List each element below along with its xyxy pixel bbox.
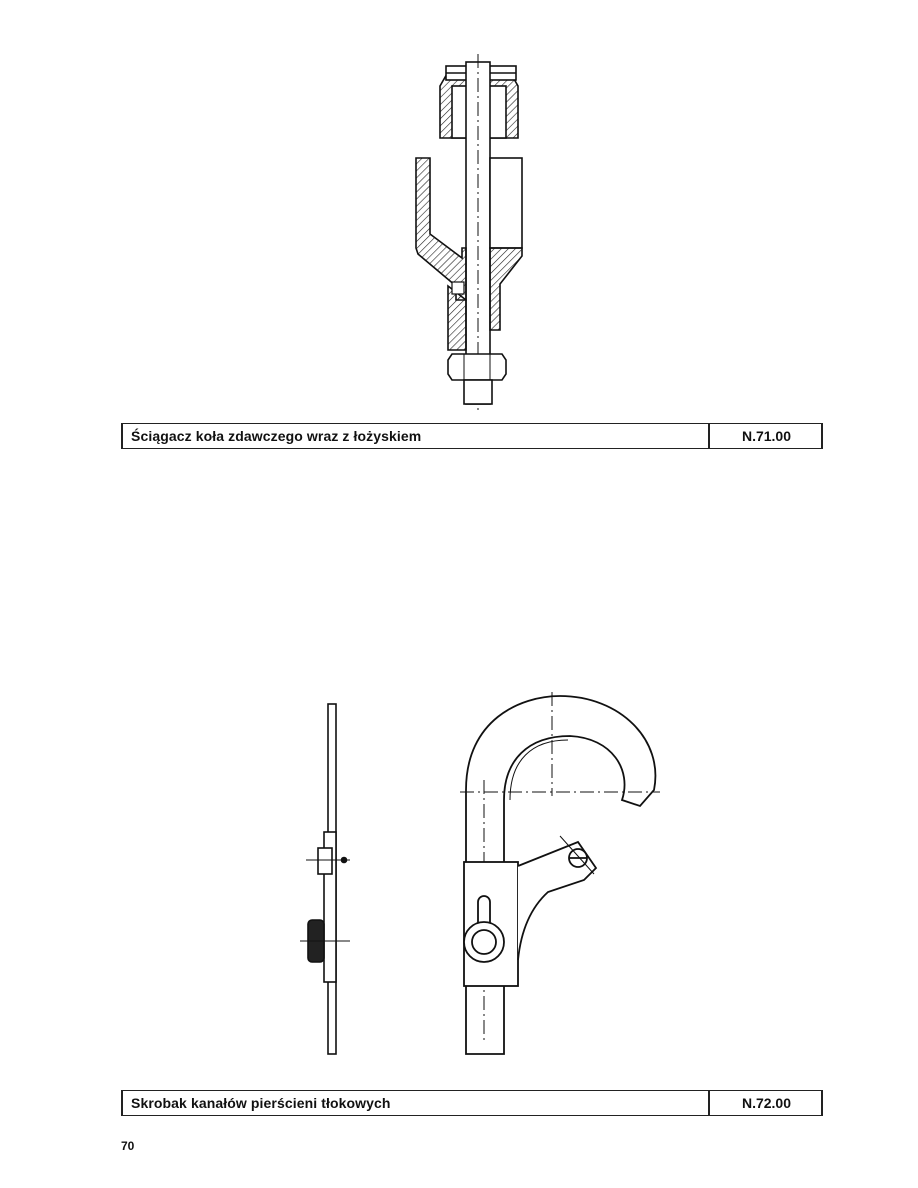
figure-caption-bar: [121, 423, 823, 449]
caption-divider: [708, 424, 710, 448]
scraper-side-view: [300, 704, 350, 1054]
figure-code: N.72.00: [741, 1095, 791, 1111]
figure-caption-bar: [121, 1090, 823, 1116]
figure-code: N.71.00: [741, 428, 791, 444]
caption-divider: [708, 1091, 710, 1115]
figure-title: Skrobak kanałów pierścieni tłokowych: [131, 1095, 391, 1111]
figure-title: Ściągacz koła zdawczego wraz z łożyskiem: [131, 428, 422, 444]
scraper-front-view: [460, 692, 660, 1054]
page-number: 70: [121, 1139, 135, 1153]
puller-drawing: [416, 54, 522, 412]
